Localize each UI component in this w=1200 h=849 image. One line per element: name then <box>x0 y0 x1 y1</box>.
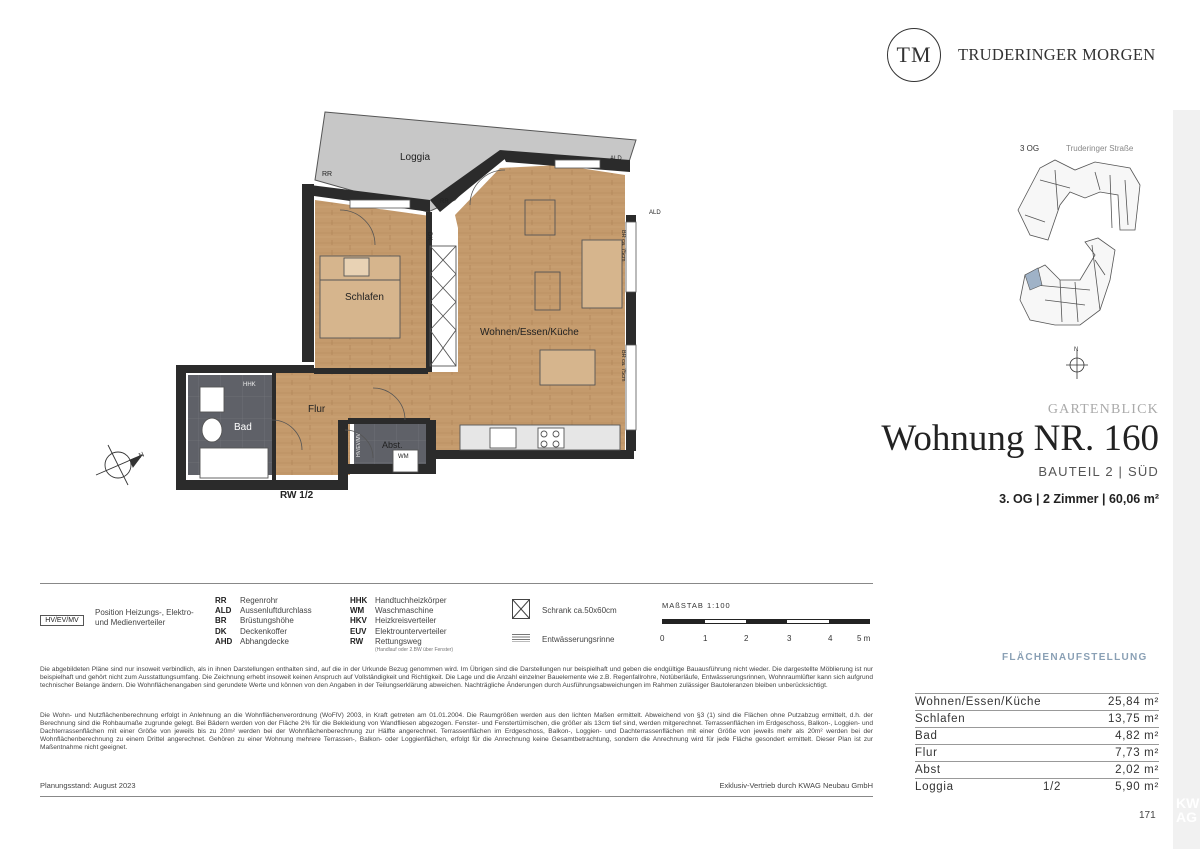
toilet <box>202 418 222 442</box>
hv-legend-desc: Position Heizungs-, Elektro- und Medienverteiler <box>95 608 194 627</box>
flur-label: Flur <box>308 404 326 415</box>
legend-row: HHK Handtuchheizkörper <box>350 596 447 605</box>
apartment-title: Wohnung NR. 160 <box>881 418 1159 459</box>
strip-watermark: KW AG <box>1176 795 1200 825</box>
side-strip <box>1173 110 1200 849</box>
wohnen-label: Wohnen/Essen/Küche <box>480 327 579 338</box>
ald-label-side: ALD <box>649 210 661 216</box>
legend-row: HKV Heizkreisverteiler <box>350 616 437 626</box>
logo-monogram: TM <box>887 28 941 82</box>
rinne-legend: Entwässerungsrinne <box>542 635 615 644</box>
bathtub <box>200 448 268 478</box>
wm-label: WM <box>398 454 409 460</box>
scale-tick: 2 <box>744 634 749 643</box>
washbasin <box>200 387 224 412</box>
legend-row: RR Regenrohr <box>215 596 278 605</box>
area-row: Wohnen/Essen/Küche 25,84 m² <box>915 693 1159 710</box>
legend-row: WM Waschmaschine <box>350 606 434 616</box>
site-plan-floor: 3 OG <box>1020 144 1040 153</box>
planning-date: Planungsstand: August 2023 <box>40 781 136 790</box>
scale-tick: 4 <box>828 634 833 643</box>
disclaimer-paragraph-1: Die abgebildeten Pläne sind nur insoweit verbindlich, als in ihnen Darstellungen enthalten sind, auf die in der Urkunde Bezug genommen wird. Im Übrigen sind die Darstellungen nur beispielhaft und geben die endgültige Bauausführung nicht wieder. Die dargestellte Möblierung ist nur beispielhaft und gehört nicht zum Ausstattungsumfang. Die Zeichnung erhebt insoweit keinen Anspruch auf Vollständigkeit und Richtigkeit. Die Lage und die Anzahl einzelner Bauelemente wie z.B. Regenfallrohre, Notüberläufe, Entwässerungsrinnen, Wohnraumlüfter kann sich aufgrund technischer Belange ändern. Die Wohnflächenangaben sind gerundete Werte und können von den Angaben in der Teilungserklärung abweichen. Nachträgliche Änderungen durch Ausführungsabweichungen im Rahmen zulässiger Bautoleranzen bleiben unberücksichtigt. <box>40 666 873 690</box>
site-plan <box>1000 150 1170 380</box>
hv-legend-box: HV/EV/MV <box>40 615 84 626</box>
distribution-note: Exklusiv-Vertrieb durch KWAG Neubau GmbH <box>719 781 873 790</box>
dk-label: DK <box>426 232 432 241</box>
rw-label: RW 1/2 <box>280 490 314 501</box>
area-row: Bad 4,82 m² <box>915 727 1159 744</box>
abst-label: Abst. <box>382 440 403 450</box>
sofa <box>582 240 622 308</box>
legend-abbreviations-2 <box>350 596 453 653</box>
site-plan-compass <box>1066 350 1088 379</box>
hhk-label: HHK <box>243 382 256 388</box>
ald-label-top: ALD <box>610 156 622 162</box>
scale-title: MAßSTAB 1:100 <box>662 601 731 610</box>
rw-note: (Handlauf oder 2.BW über Fenster) <box>375 647 454 654</box>
legend-row: ALD Aussenluftdurchlass <box>215 606 312 616</box>
svg-text:N: N <box>1074 347 1079 353</box>
hv-label: HV/EV/MV <box>356 433 362 457</box>
apartment-specs: 3. OG | 2 Zimmer | 60,06 m² <box>999 492 1159 506</box>
scale-tick: 3 <box>787 634 792 643</box>
legend-row: RW Rettungsweg <box>350 636 422 646</box>
site-building-north <box>1018 160 1140 240</box>
dining-table <box>540 350 595 385</box>
area-row: Loggia 1/2 5,90 m² <box>915 778 1159 795</box>
bottom-divider <box>40 796 873 797</box>
north-arrow <box>96 445 142 485</box>
area-row: Schlafen 13,75 m² <box>915 710 1159 727</box>
rr-label-center: RR <box>440 199 449 205</box>
legend-row: EUV Elektrounterverteiler <box>350 626 447 636</box>
br-label-lower: BR ca. 75cm <box>620 350 626 382</box>
legend-divider <box>40 583 873 584</box>
schrank-icon <box>512 599 530 619</box>
disclaimer-paragraph-2: Die Wohn- und Nutzflächenberechnung erfolgt in Anlehnung an die Wohnflächenverordnung (WoFlV) 2003, in Kraft getreten am 01.01.2004. Die Raumgrößen werden aus den lichten Maßen ermittelt. Abweichend von §3 (1) sind die Flächen ohne Putzabzug ermittelt, d.h. der Berechnung sind die Rohbaumaße zugrunde gelegt. Bei Bädern werden von der Fläche 2% für die Bekleidung von Wandfliesen abgezogen. Fenster- und Fenstertürnischen, die größer als 13cm tief sind, werden mitgerechnet. Terrassenflächen im Erdgeschoss, Balkon-, Loggien- und Dachterrassenflächen mit einer Größe von jeweils bis zu 20m² werden bei der Wohnflächenberechnung zur Hälfte angerechnet. Terrassenflächen im Erdgeschoss, Balkon-, Loggien- und Dachterrassenflächen mit einer Größe von jeweils mehr als 20m² werden bei der Wohnflächenberechnung zu einem Drittel angerechnet. Gehören zu einer Wohnung mehrere Terrassen-, Balkon- oder Loggienflächen, erfolgt für die Anrechnung keine Gesamtbetrachtung, sondern die Anrechnung wird für jede Fläche gesondert ermittelt. Dieser Plan ist zur Maßentnahme nicht geeignet. <box>40 712 873 752</box>
legend-abbreviations-1 <box>215 596 312 647</box>
brand-logo <box>887 28 1155 82</box>
legend-row: BR Brüstungshöhe <box>215 616 294 626</box>
page-number: 171 <box>1139 810 1156 821</box>
scale-tick: 1 <box>703 634 708 643</box>
view-label: GARTENBLICK <box>1047 402 1159 417</box>
schrank-legend: Schrank ca.50x60cm <box>542 606 617 615</box>
rr-label-left: RR <box>322 171 333 178</box>
bad-label: Bad <box>234 422 252 433</box>
legend-row: AHD Abhangdecke <box>215 636 289 646</box>
scale-tick: 0 <box>660 634 665 643</box>
brand-name: TRUDERINGER MORGEN <box>958 45 1156 64</box>
area-table <box>915 693 1159 795</box>
loggia-label: Loggia <box>400 152 431 163</box>
site-plan-street: Truderinger Straße <box>1066 144 1134 153</box>
svg-text:N: N <box>137 451 146 460</box>
floor-plan <box>0 0 880 520</box>
scale-tick: 5 m <box>857 634 871 643</box>
rinne-icon <box>512 634 530 642</box>
building-label: BAUTEIL 2 | SÜD <box>1038 464 1159 479</box>
area-table-title: FLÄCHENAUFSTELLUNG <box>1002 652 1148 663</box>
area-row: Flur 7,73 m² <box>915 744 1159 761</box>
legend-row: DK Deckenkoffer <box>215 626 287 636</box>
br-label-upper: BR ca. 75cm <box>620 230 626 262</box>
schlafen-label: Schlafen <box>345 292 384 303</box>
area-row: Abst 2,02 m² <box>915 761 1159 778</box>
scale-bar <box>662 619 870 624</box>
